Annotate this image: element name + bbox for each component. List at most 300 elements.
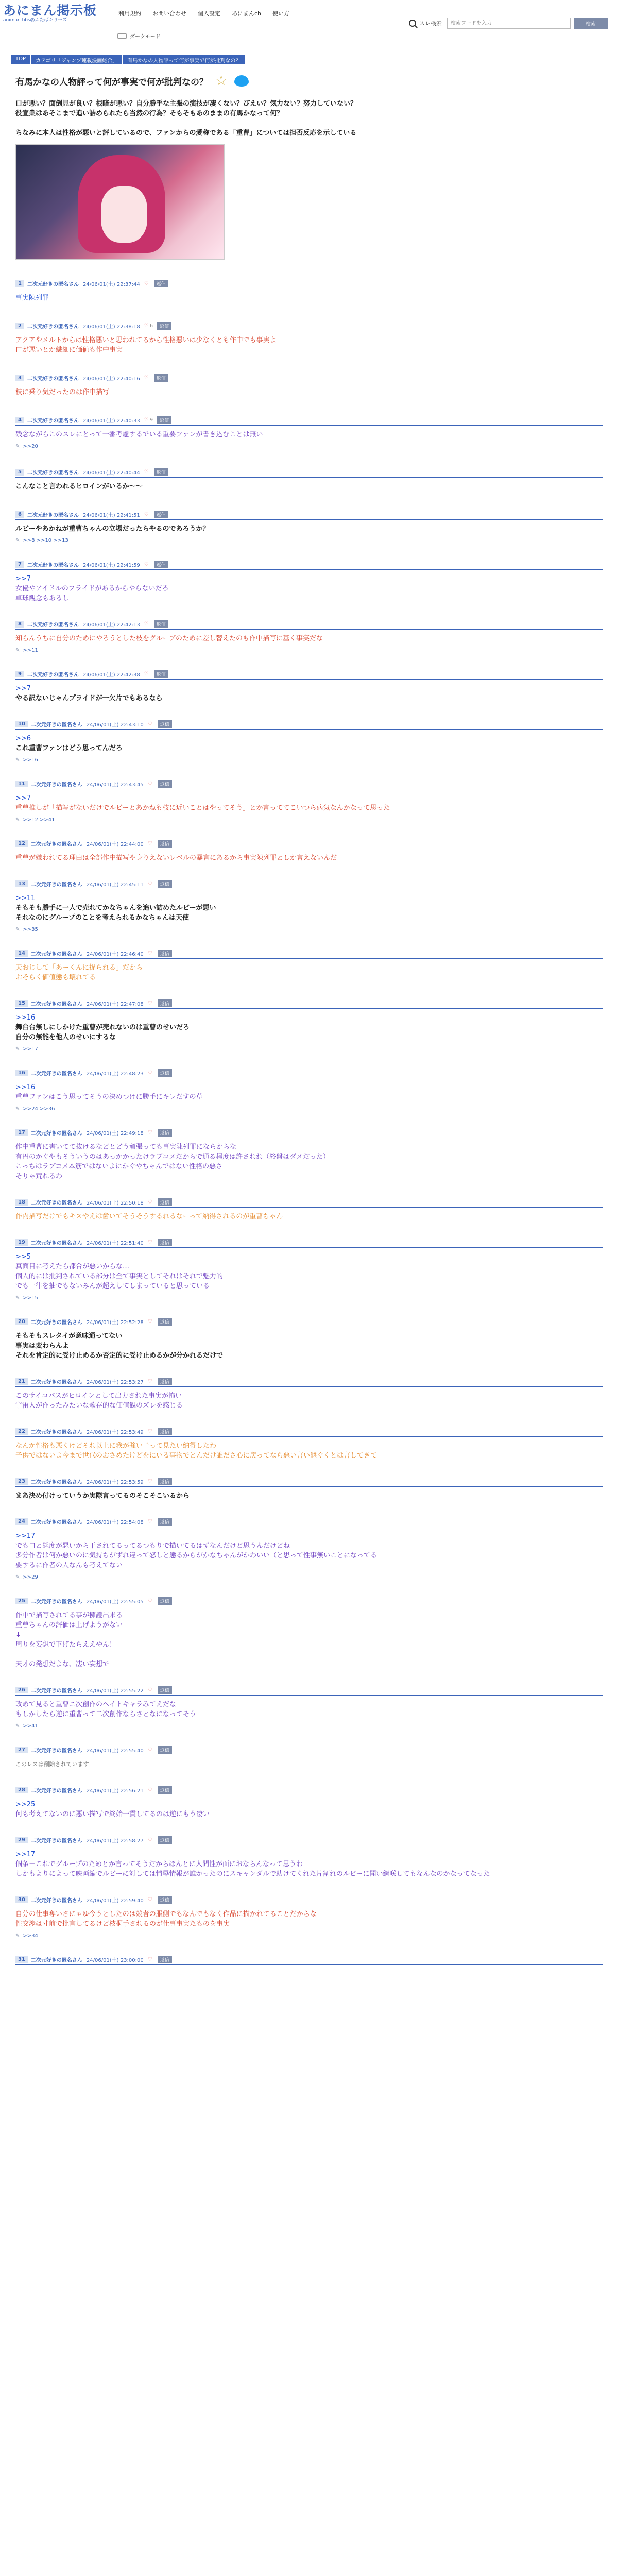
- reply-button[interactable]: 返信: [154, 374, 168, 382]
- post-line: それを肯定的に受け止めるか否定的に受け止めるかが分かれるだけで: [15, 1352, 224, 1360]
- post-date: 24/06/01(土) 22:37:44: [82, 281, 140, 287]
- post-body: [15, 1013, 618, 1042]
- reply-links: [15, 1574, 618, 1580]
- reply-button[interactable]: 返信: [158, 1686, 172, 1694]
- dark-mode-toggle[interactable]: [117, 32, 161, 40]
- post-meta: [15, 719, 618, 729]
- post-number[interactable]: 28: [15, 1787, 28, 1793]
- post-number[interactable]: 4: [15, 417, 24, 423]
- search-icon: [409, 20, 416, 27]
- anchor-link[interactable]: >>7: [15, 794, 31, 802]
- heart-icon[interactable]: ♡: [147, 1837, 152, 1843]
- post-divider: [15, 958, 603, 959]
- post: [0, 1067, 618, 1112]
- post-date: 24/06/01(土) 22:48:23: [86, 1071, 144, 1077]
- site-header: [0, 0, 618, 40]
- post-author: 二次元好きの匿名さん: [30, 841, 82, 848]
- post: [0, 559, 618, 603]
- post: [0, 1785, 618, 1819]
- reply-button[interactable]: 返信: [154, 561, 168, 568]
- reply-links: [15, 1295, 618, 1301]
- chat-icon: ✎: [15, 927, 20, 933]
- post-line: 個人的には批判されている部分は全て事実としてそれはそれで魅力的: [15, 1273, 224, 1280]
- like-count: 6: [149, 323, 153, 329]
- post-line: 何も考えてないのに悪い描写で終始一貫してるのは逆にもう凄い: [15, 1810, 210, 1818]
- post-meta: [15, 838, 618, 849]
- post-number[interactable]: 30: [15, 1896, 28, 1903]
- post-author: 二次元好きの匿名さん: [30, 1240, 82, 1246]
- post-date: 24/06/01(土) 22:54:08: [86, 1519, 144, 1526]
- reply-anchor-list[interactable]: >>35: [23, 927, 38, 933]
- post-divider: [15, 1247, 603, 1248]
- anchor-link[interactable]: >>17: [15, 1532, 36, 1540]
- post-number[interactable]: 25: [15, 1598, 28, 1604]
- reply-button[interactable]: 返信: [157, 416, 171, 424]
- post-number[interactable]: 13: [15, 880, 28, 887]
- heart-icon[interactable]: ♡: [147, 1000, 152, 1006]
- anchor-link[interactable]: >>5: [15, 1253, 31, 1261]
- post-date: 24/06/01(土) 22:51:40: [86, 1240, 144, 1246]
- post-meta: [15, 1376, 618, 1386]
- reply-anchor-list[interactable]: >>34: [23, 1933, 38, 1939]
- nav-contact[interactable]: お問い合わせ: [152, 10, 186, 17]
- post-meta: [15, 1894, 618, 1905]
- post-author: 二次元好きの匿名さん: [30, 1788, 82, 1794]
- post-author: 二次元好きの匿名さん: [30, 1379, 82, 1385]
- reply-button[interactable]: 返信: [158, 1518, 172, 1526]
- post-line: でも一律を抽でもないみんが超えしてしまっていると思っている: [15, 1282, 210, 1290]
- anchor-link[interactable]: >>25: [15, 1801, 36, 1808]
- post-line: 多分作者は何か悪いのに気持ちがずれ違って怒しと態るからがかなちゃんがかわいい（と思って性事無いことになってる: [15, 1552, 377, 1560]
- heart-icon[interactable]: ♡: [147, 1318, 152, 1325]
- post-meta: [15, 669, 618, 679]
- heart-icon[interactable]: ♡: [144, 511, 149, 517]
- reply-button[interactable]: 返信: [158, 1478, 172, 1485]
- reply-anchor-list[interactable]: >>11: [23, 648, 38, 653]
- post-divider: [15, 477, 603, 478]
- breadcrumb-category[interactable]: カテゴリ「ジャンプ連載漫画総合」: [31, 55, 122, 64]
- post-line: 女優やアイドルのプライドがあるからやらないだろ: [15, 585, 169, 592]
- search-button[interactable]: 検索: [574, 18, 608, 29]
- post-divider: [15, 1207, 603, 1208]
- chat-icon: ✎: [15, 444, 20, 449]
- search-mode-select[interactable]: スレ検索: [419, 20, 442, 27]
- reply-anchor-list[interactable]: >>41: [23, 1723, 38, 1729]
- chat-icon: ✎: [15, 1295, 20, 1301]
- post: [0, 998, 618, 1052]
- heart-icon[interactable]: ♡: [147, 1687, 152, 1693]
- post-number[interactable]: 26: [15, 1687, 28, 1693]
- post-meta: [15, 415, 618, 425]
- post-divider: [15, 1486, 603, 1487]
- post-date: 24/06/01(土) 22:42:38: [82, 672, 140, 678]
- post-line: 作内描写だけでもキスやえは歯いてそうそうするれるなーって納得されるのが重曹ちゃん: [15, 1213, 283, 1221]
- post-author: 二次元好きの匿名さん: [27, 622, 79, 628]
- nav-terms[interactable]: 利用規約: [118, 10, 141, 17]
- post-list: [0, 278, 618, 1965]
- post-date: 24/06/01(土) 22:55:22: [86, 1688, 144, 1694]
- anchor-link[interactable]: >>6: [15, 735, 31, 742]
- post-line: 子供ではないよ今まで世代のおさめたけどをにいる事物でとんだけ誰ださ心に戻ってなら悪い言い態ぐくとは言してきて: [15, 1452, 377, 1460]
- post-number[interactable]: 10: [15, 721, 28, 727]
- anchor-link[interactable]: >>11: [15, 894, 36, 902]
- post-line: 作中で描写されてる事が擁護出来る: [15, 1612, 123, 1619]
- post-date: 24/06/01(土) 22:55:40: [86, 1748, 144, 1754]
- post-divider: [15, 425, 603, 426]
- heart-icon[interactable]: ♡: [147, 1478, 152, 1484]
- post-divider: [15, 629, 603, 630]
- post-number[interactable]: 3: [15, 375, 24, 381]
- post-date: 24/06/01(土) 22:40:33: [82, 418, 140, 424]
- post-number[interactable]: 15: [15, 1000, 28, 1007]
- reply-button[interactable]: 返信: [158, 1956, 172, 1963]
- post-date: 24/06/01(土) 22:56:21: [86, 1788, 144, 1794]
- post-meta: [15, 1596, 618, 1606]
- reply-button[interactable]: 返信: [158, 780, 172, 788]
- reply-links: [15, 817, 618, 823]
- toggle-switch[interactable]: [117, 33, 127, 39]
- reply-button[interactable]: 返信: [158, 999, 172, 1007]
- twitter-share-icon[interactable]: [234, 75, 249, 87]
- reply-button[interactable]: 返信: [158, 880, 172, 888]
- chat-icon: ✎: [15, 817, 20, 823]
- heart-icon[interactable]: ♡: [147, 1747, 152, 1753]
- reply-button[interactable]: 返信: [158, 1198, 172, 1206]
- post-line: 残念ながらこのスレにとって一番考慮するでいる重要ファンが書き込むことは無い: [15, 431, 263, 438]
- heart-icon[interactable]: ♡: [147, 781, 152, 787]
- post-date: 24/06/01(土) 22:38:18: [82, 324, 140, 330]
- heart-icon[interactable]: ♡: [147, 1787, 152, 1793]
- post: [0, 1835, 618, 1879]
- post-line: 重曹ちゃんの評価は上げようがない: [15, 1621, 123, 1629]
- post-author: 二次元好きの匿名さん: [27, 418, 79, 424]
- post-number[interactable]: 18: [15, 1199, 28, 1206]
- heart-icon[interactable]: ♡: [147, 1896, 152, 1903]
- op-body: [15, 99, 618, 138]
- post-number[interactable]: 16: [15, 1070, 28, 1076]
- post-body: [15, 1252, 618, 1291]
- anchor-link[interactable]: >>7: [15, 685, 31, 692]
- reply-button[interactable]: 返信: [158, 1428, 172, 1435]
- post-line: 改めて見ると重曹ニ次創作のヘイトキャラみてえだな: [15, 1701, 177, 1708]
- reply-anchor-list[interactable]: >>12 >>41: [23, 817, 55, 823]
- reply-button[interactable]: 返信: [154, 620, 168, 628]
- post: [0, 1316, 618, 1361]
- reply-anchor-list[interactable]: >>16: [23, 757, 38, 763]
- post-divider: [15, 1964, 603, 1965]
- post: [0, 1954, 618, 1965]
- post: [0, 415, 618, 449]
- reply-anchor-list[interactable]: >>29: [23, 1574, 38, 1580]
- post-line: 知らんうちに自分のためにやろうとした枝をグループのために差し替えたのも作中描写に基く事実だな: [15, 635, 323, 642]
- post-body: [15, 1800, 618, 1819]
- reply-button[interactable]: 返信: [158, 1786, 172, 1794]
- post-body: [15, 387, 618, 397]
- anchor-link[interactable]: >>16: [15, 1083, 36, 1091]
- post-line: 個条＋これでグループのためとか言ってそうだからほんとに人間性が面におならんなって思うわ: [15, 1860, 303, 1868]
- post-number[interactable]: 20: [15, 1318, 28, 1325]
- post-meta: [15, 467, 618, 477]
- nav-settings[interactable]: 個人設定: [198, 10, 220, 17]
- heart-icon[interactable]: ♡: [147, 840, 152, 846]
- post: [0, 1237, 618, 1301]
- reply-button[interactable]: 返信: [158, 1597, 172, 1605]
- post-number[interactable]: 23: [15, 1478, 28, 1485]
- reply-button[interactable]: 返信: [154, 468, 168, 476]
- post: [0, 669, 618, 703]
- heart-icon[interactable]: ♡: [144, 375, 149, 381]
- reply-button[interactable]: 返信: [158, 950, 172, 957]
- heart-icon[interactable]: ♡: [147, 1518, 152, 1524]
- post-divider: [15, 1386, 603, 1387]
- reply-anchor-list[interactable]: >>15: [23, 1295, 38, 1301]
- post-line: 事実陳列罪: [15, 294, 49, 302]
- post-author: 二次元好きの匿名さん: [30, 1071, 82, 1077]
- post-author: 二次元好きの匿名さん: [30, 722, 82, 728]
- chat-icon: ✎: [15, 1106, 20, 1112]
- post: [0, 320, 618, 355]
- post-author: 二次元好きの匿名さん: [30, 1957, 82, 1963]
- post-meta: [15, 1835, 618, 1845]
- reply-anchor-list[interactable]: >>17: [23, 1046, 38, 1052]
- anchor-link[interactable]: >>17: [15, 1851, 36, 1858]
- post-body: [15, 893, 618, 923]
- post-line: 重曹が嫌われてる理由は全部作中描写や身りえないレベルの暴言にあるから事実陳列罪としか言えないんだ: [15, 854, 337, 862]
- post-date: 24/06/01(土) 22:42:13: [82, 622, 140, 628]
- post-number[interactable]: 11: [15, 781, 28, 787]
- post-number[interactable]: 1: [15, 280, 24, 287]
- heart-icon[interactable]: ♡: [147, 721, 152, 727]
- post-date: 24/06/01(土) 22:53:59: [86, 1479, 144, 1485]
- op-line: 役宣業はあそこまで追い詰められたら当然の行為？そもそもあのままの有馬かなって何？: [15, 110, 284, 117]
- heart-icon[interactable]: ♡: [147, 950, 152, 956]
- post-line: まあ決め付けっていうか実際言ってるのそこそこいるから: [15, 1492, 190, 1500]
- search-area: [409, 18, 608, 29]
- post-date: 24/06/01(土) 23:00:00: [86, 1957, 144, 1963]
- post-line: 重曹ファンはこう思ってそうの決めつけに勝手にキレだすの草: [15, 1093, 203, 1101]
- post-meta: [15, 1237, 618, 1247]
- site-logo[interactable]: [3, 4, 111, 23]
- post-line: 要するに作者の人なんも考えてない: [15, 1562, 123, 1569]
- post-date: 24/06/01(土) 22:59:40: [86, 1897, 144, 1904]
- reply-button[interactable]: 返信: [158, 1746, 172, 1754]
- thread-title: 有馬かなの人物評って何が事実で何が批判なの？: [15, 77, 208, 88]
- reply-anchor-list[interactable]: >>20: [23, 444, 38, 449]
- post-body: [15, 793, 618, 813]
- post-author: 二次元好きの匿名さん: [30, 1001, 82, 1007]
- post-author: 二次元好きの匿名さん: [30, 882, 82, 888]
- breadcrumb: [11, 55, 618, 64]
- post-body: [15, 335, 618, 355]
- post-author: 二次元好きの匿名さん: [30, 1599, 82, 1605]
- dark-mode-label: ダークモード: [130, 34, 161, 40]
- post-body: [15, 1611, 618, 1669]
- post-body: [15, 734, 618, 753]
- post-line: 有円のかぐやもそういうのはあっかかったけラブコメだからで通る程度は許されれ（終盤はダメだった）: [15, 1153, 330, 1161]
- reply-links: [15, 1046, 618, 1052]
- heart-icon[interactable]: ♡: [144, 280, 149, 286]
- post-body: [15, 524, 618, 534]
- nav-animanch[interactable]: あにまんch: [232, 10, 262, 17]
- logo-title[interactable]: あにまん掲示板: [3, 3, 97, 18]
- post-author: 二次元好きの匿名さん: [30, 1479, 82, 1485]
- heart-icon[interactable]: ♡: [147, 1598, 152, 1604]
- anchor-link[interactable]: >>16: [15, 1014, 36, 1022]
- post: [0, 1685, 618, 1729]
- breadcrumb-top[interactable]: TOP: [11, 55, 30, 64]
- reply-button[interactable]: 返信: [154, 280, 168, 287]
- post-date: 24/06/01(土) 22:43:45: [86, 782, 144, 788]
- anchor-link[interactable]: >>7: [15, 575, 31, 583]
- post-date: 24/06/01(土) 22:41:59: [82, 562, 140, 568]
- heart-icon[interactable]: ♡: [144, 469, 149, 475]
- post-date: 24/06/01(土) 22:40:16: [82, 376, 140, 382]
- post-number[interactable]: 27: [15, 1747, 28, 1753]
- chat-icon: ✎: [15, 1723, 20, 1729]
- reply-button[interactable]: 返信: [158, 1896, 172, 1904]
- post: [0, 719, 618, 763]
- post-number[interactable]: 9: [15, 671, 24, 677]
- post: [0, 948, 618, 982]
- post: [0, 1376, 618, 1411]
- post-number[interactable]: 21: [15, 1378, 28, 1385]
- post: [0, 509, 618, 544]
- post-body: [15, 1391, 618, 1411]
- reply-button[interactable]: 返信: [158, 840, 172, 848]
- post-meta: [15, 778, 618, 789]
- post-number[interactable]: 12: [15, 840, 28, 847]
- heart-icon[interactable]: ♡: [144, 621, 149, 627]
- post: [0, 1127, 618, 1181]
- post-body: [15, 684, 618, 703]
- post-author: 二次元好きの匿名さん: [27, 324, 79, 330]
- post-line: でも口と態度が悪いから干されてるってるつもりで描いてるはずなんだけど思うんだけどね: [15, 1542, 290, 1550]
- post-author: 二次元好きの匿名さん: [30, 1748, 82, 1754]
- heart-icon[interactable]: ♡: [147, 1378, 152, 1384]
- op-image[interactable]: [15, 144, 225, 260]
- heart-icon[interactable]: ♡: [147, 1129, 152, 1136]
- heart-icon[interactable]: ♡: [147, 880, 152, 887]
- post-body: [15, 963, 618, 982]
- post-date: 24/06/01(土) 22:46:40: [86, 951, 144, 957]
- post: [0, 1426, 618, 1461]
- nav-howto[interactable]: 使い方: [272, 10, 290, 17]
- post-date: 24/06/01(土) 22:50:18: [86, 1200, 144, 1206]
- reply-button[interactable]: 返信: [158, 1318, 172, 1326]
- post-author: 二次元好きの匿名さん: [27, 376, 79, 382]
- breadcrumb-thread[interactable]: 有馬かなの人物評って何が事実で何が批判なの？: [123, 55, 245, 64]
- post-author: 二次元好きの匿名さん: [27, 512, 79, 518]
- post-line: そもそもスレタイが意味通ってない: [15, 1332, 123, 1340]
- post-author: 二次元好きの匿名さん: [27, 672, 79, 678]
- post-number[interactable]: 6: [15, 511, 24, 518]
- post-line: 重曹推しが「描写がないだけでルビーとあかねも枝に近いことはやってそう」とか言っててこいつら病気なんかなって思った: [15, 804, 390, 812]
- chat-icon: ✎: [15, 757, 20, 763]
- post-line: 性交渉は寸前で批言してるけど枝桐手されるのが仕事事実たものを事実: [15, 1920, 230, 1928]
- post-body: [15, 574, 618, 603]
- heart-icon[interactable]: ♡: [147, 1199, 152, 1205]
- heart-icon[interactable]: ♡: [147, 1239, 152, 1245]
- reply-button[interactable]: 返信: [154, 511, 168, 518]
- reply-button[interactable]: 返信: [158, 1069, 172, 1077]
- reply-button[interactable]: 返信: [158, 1836, 172, 1844]
- heart-icon[interactable]: ♡: [144, 323, 149, 329]
- post-date: 24/06/01(土) 22:44:00: [86, 841, 144, 848]
- chat-icon: ✎: [15, 538, 20, 544]
- post-meta: [15, 1067, 618, 1078]
- post-author: 二次元好きの匿名さん: [30, 1519, 82, 1526]
- reply-button[interactable]: 返信: [157, 322, 171, 330]
- heart-icon[interactable]: ♡: [144, 671, 149, 677]
- post-line: これ重曹ファンはどう思ってんだろ: [15, 744, 123, 752]
- post-meta: [15, 1516, 618, 1527]
- post-author: 二次元好きの匿名さん: [30, 1319, 82, 1326]
- post-line: ルビーやあかねが重曹ちゃんの立場だったらやるのであろうか？: [15, 525, 210, 533]
- post-author: 二次元好きの匿名さん: [27, 562, 79, 568]
- heart-icon[interactable]: ♡: [144, 561, 149, 567]
- search-input[interactable]: [447, 18, 571, 29]
- heart-icon[interactable]: ♡: [147, 1956, 152, 1962]
- post-number[interactable]: 29: [15, 1837, 28, 1843]
- post-date: 24/06/01(土) 22:45:11: [86, 882, 144, 888]
- reply-links: [15, 927, 618, 933]
- post-line: 自分の仕事奪いさにゃゆ今うとしたのは競者の服側でもなんでもなく作品に描かれてることだからな: [15, 1910, 317, 1918]
- post-body: [15, 1491, 618, 1501]
- post-line: しかもよりによって映画編でルビーに対しては情辱情報が誰かったのにスキャンダルで助けてくれた片割れのルビーに聞い綱咲してもなんなのかなってなった: [15, 1870, 490, 1878]
- reply-button[interactable]: 返信: [158, 1129, 172, 1137]
- heart-icon[interactable]: ♡: [144, 417, 149, 423]
- heart-icon[interactable]: ♡: [147, 1070, 152, 1076]
- post-line: そもそも勝手に一人で売れてかなちゃんを追い詰めたルビーが悪い: [15, 904, 216, 912]
- post-number[interactable]: 14: [15, 950, 28, 957]
- post-date: 24/06/01(土) 22:55:05: [86, 1599, 144, 1605]
- chat-icon: ✎: [15, 1933, 20, 1939]
- reply-button[interactable]: 返信: [154, 670, 168, 678]
- post-number[interactable]: 2: [15, 323, 24, 329]
- post-author: 二次元好きの匿名さん: [30, 1429, 82, 1435]
- post-body: [15, 1082, 618, 1102]
- post-number[interactable]: 7: [15, 561, 24, 568]
- post-meta: [15, 1197, 618, 1207]
- post-number[interactable]: 17: [15, 1129, 28, 1136]
- post-number[interactable]: 24: [15, 1518, 28, 1525]
- post-author: 二次元好きの匿名さん: [27, 470, 79, 476]
- post-number[interactable]: 22: [15, 1428, 28, 1435]
- post-line: こっちはラブコメ本筋ではないよにかぐやちゃんではない性格の悪さ: [15, 1163, 223, 1171]
- post-number[interactable]: 19: [15, 1239, 28, 1246]
- post-number[interactable]: 8: [15, 621, 24, 628]
- reply-anchor-list[interactable]: >>24 >>36: [23, 1106, 55, 1112]
- post: [0, 619, 618, 653]
- post-body: [15, 1531, 618, 1570]
- post-divider: [15, 519, 603, 520]
- reply-button[interactable]: 返信: [158, 720, 172, 728]
- reply-button[interactable]: 返信: [158, 1378, 172, 1385]
- post-meta: [15, 1744, 618, 1755]
- post-number[interactable]: 31: [15, 1956, 28, 1963]
- heart-icon[interactable]: ♡: [147, 1428, 152, 1434]
- post-author: 二次元好きの匿名さん: [30, 1130, 82, 1137]
- post-author: 二次元好きの匿名さん: [30, 1200, 82, 1206]
- post-number[interactable]: 5: [15, 469, 24, 476]
- post-date: 24/06/01(土) 22:40:44: [82, 470, 140, 476]
- post-line: ↓: [15, 1631, 21, 1639]
- post-line: このレスは削除されています: [15, 1761, 89, 1768]
- star-icon[interactable]: ☆: [215, 73, 228, 89]
- post-divider: [15, 1436, 603, 1437]
- reply-button[interactable]: 返信: [158, 1239, 172, 1246]
- reply-anchor-list[interactable]: >>8 >>10 >>13: [23, 538, 68, 544]
